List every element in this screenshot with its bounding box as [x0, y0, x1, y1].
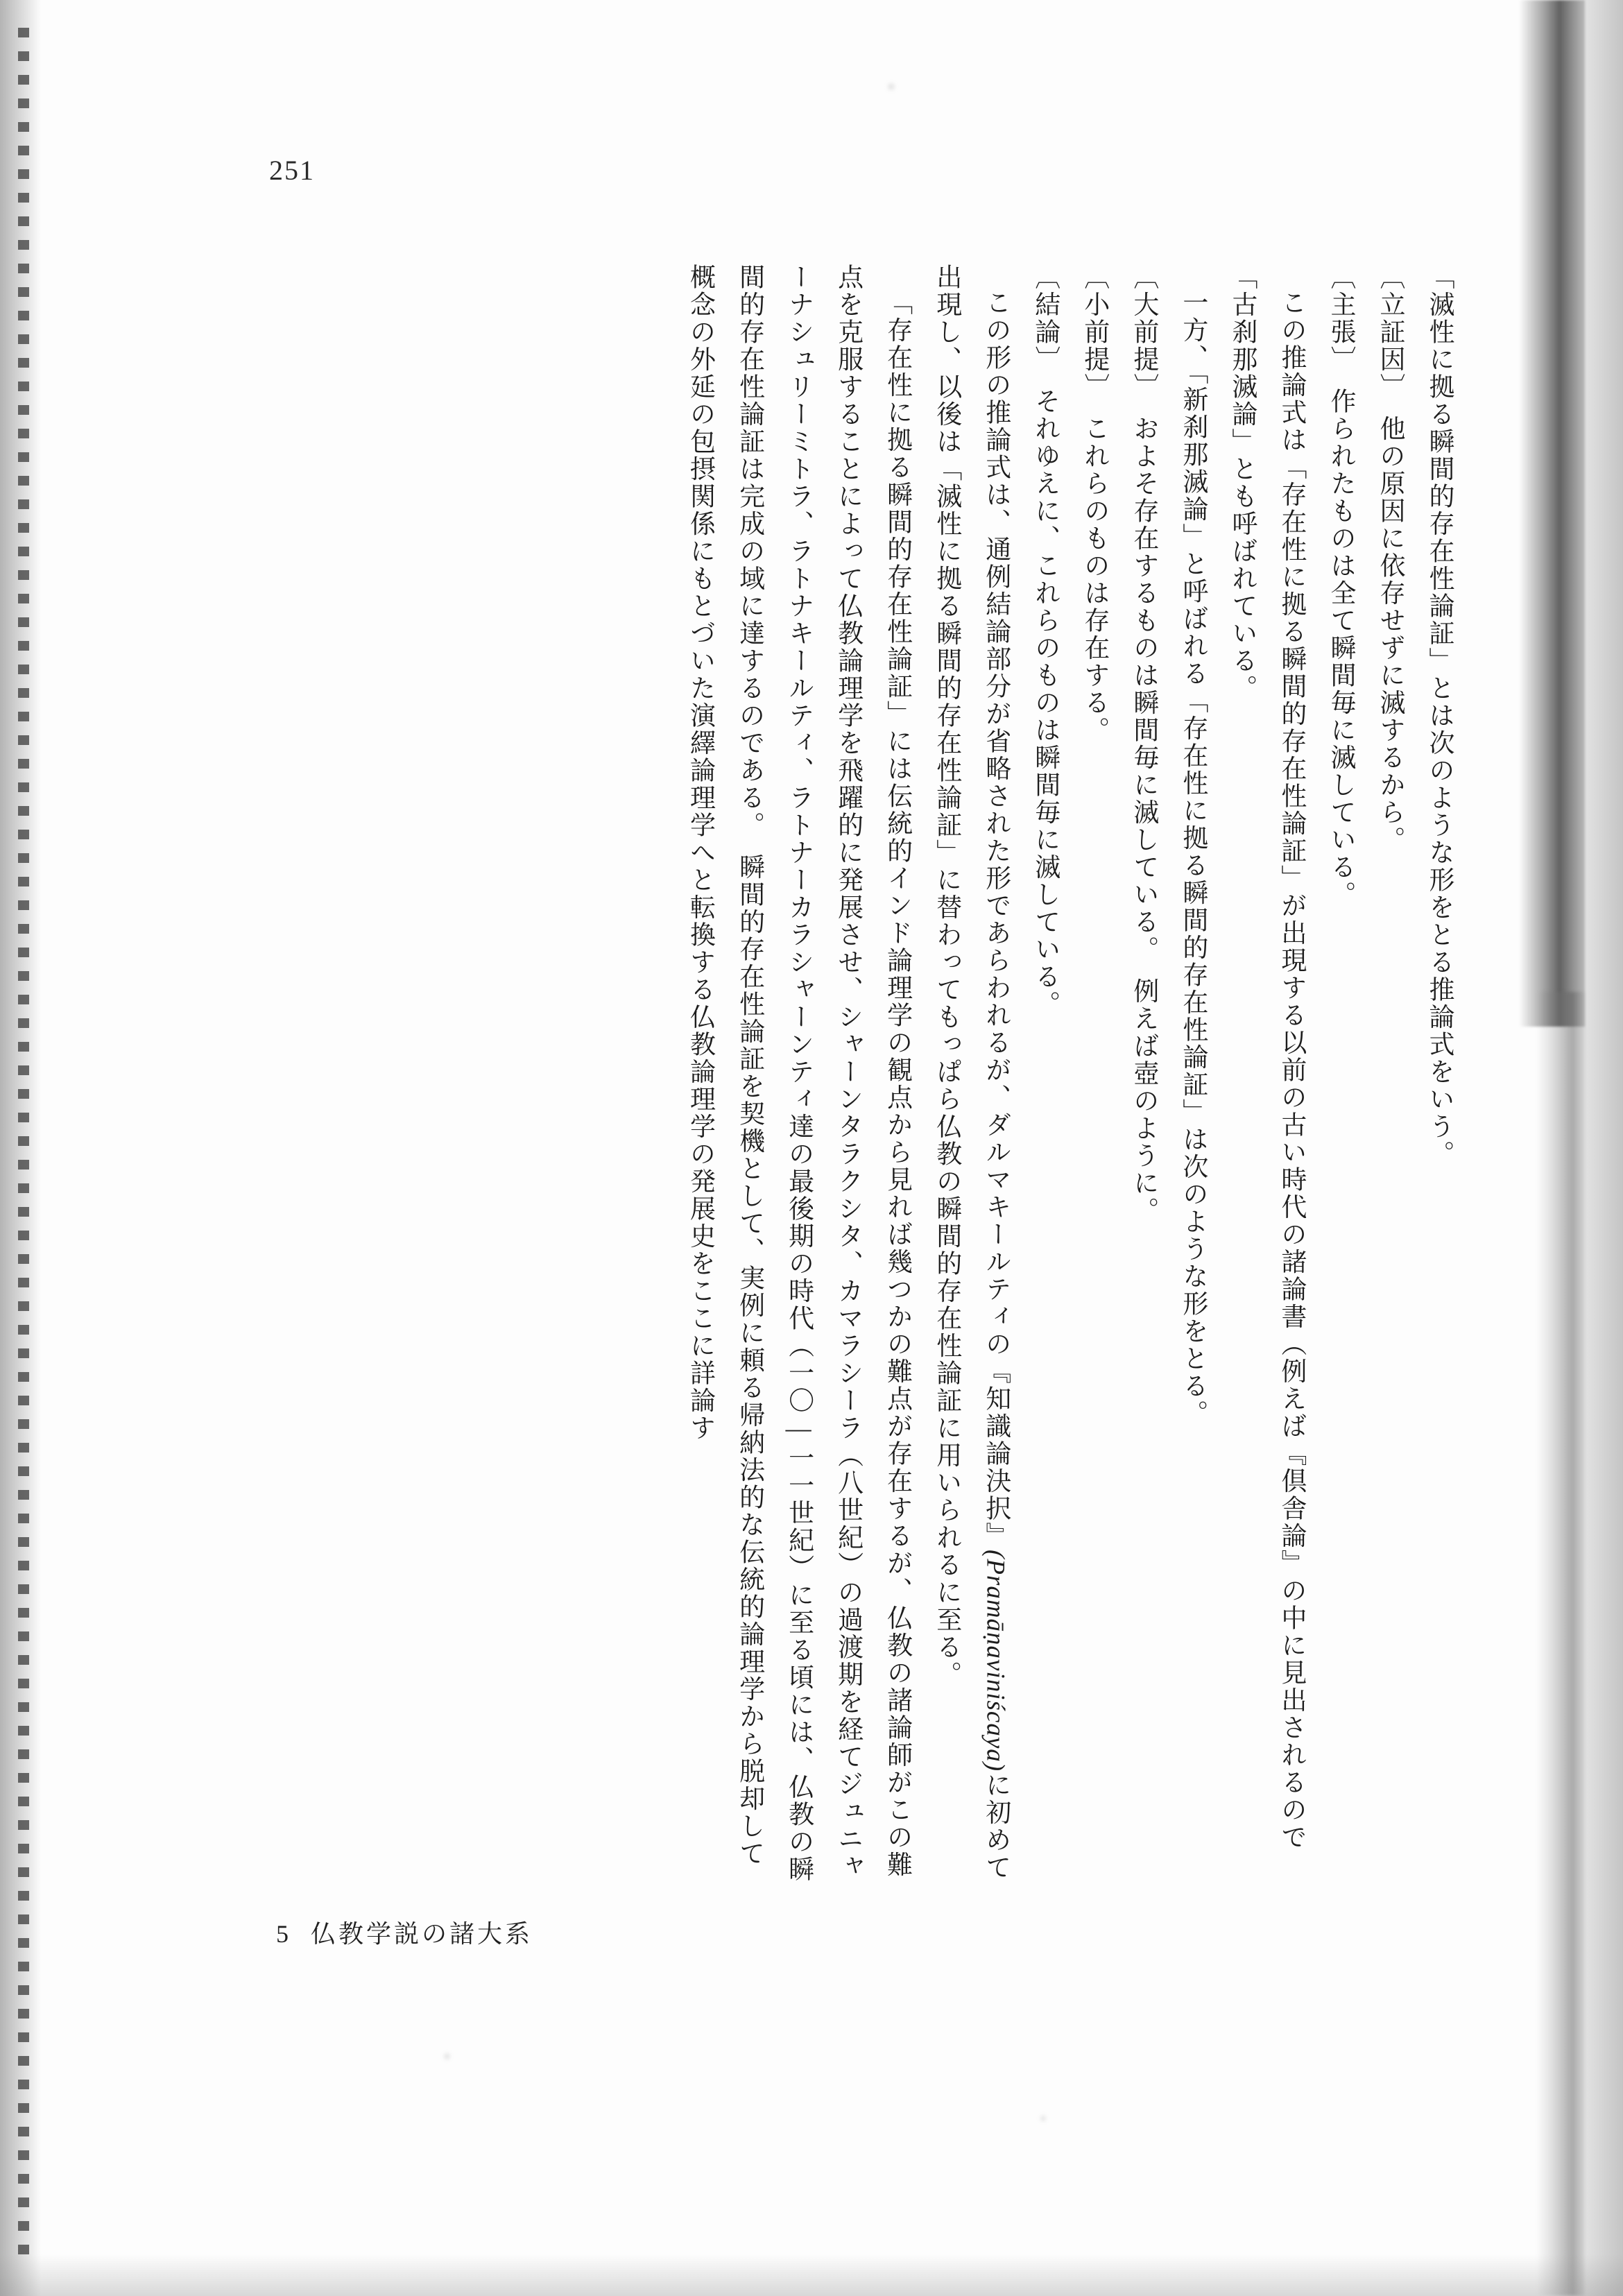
page-body-text: [201, 264, 1463, 1887]
argument-reason-line: 〔立証因〕 他の原因に依存せずに滅するから。: [1375, 264, 1404, 854]
scan-edge-shadow-left: [0, 0, 49, 2296]
text-after-sanskrit: に初めて出現し、以後は「滅性に拠る瞬間的存在性論証」に替わってもっぱら仏教の瞬間的存在性論証に用いられるに至る。: [931, 264, 1010, 1882]
sanskrit-title-transliteration: (Pramāṇaviniścaya): [981, 1550, 1010, 1772]
scan-edge-shadow-right: [1533, 0, 1623, 2296]
paragraph-pramanaviniscaya: [922, 264, 1020, 1887]
chapter-title: 仏教学説の諸大系: [311, 1920, 533, 1948]
argument-major-premise-line: 〔大前提〕 およそ存在するものは瞬間毎に滅している。 例えば壺のように。: [1128, 264, 1158, 1224]
argument-conclusion-line: 〔結論〕 それゆえに、これらのものは瞬間毎に滅している。: [1030, 264, 1059, 1018]
paragraph-development-history: 「存在性に拠る瞬間的存在性論証」には伝統的インド論理学の観点から見れば幾つかの難点が存在するが、仏教の諸論師がこの難点を克服することによって仏教論理学を飛躍的に発展させ、シャーンタラクシタ、カマラシーラ（八世紀）の過渡期を経てジュニャーナシュリーミトラ、ラトナキールティ、ラトナーカラシャーンティ達の最後期の時代（一〇―一一世紀）に至る頃には、仏教の瞬間的存在性論証は完成の域に達するのである。 瞬間的存在性論証を契機として、実例に頼る帰納法的な伝統的論理学から脱却して概念の外延の包摂関係にもとづいた演繹論理学へと転換する仏教論理学の発展史をここに詳論す: [685, 264, 911, 1883]
scan-gutter-shadow-upper: [1519, 0, 1585, 1027]
scan-speck: [444, 2053, 450, 2059]
scan-edge-shadow-bottom: [0, 2254, 1623, 2296]
page-number: 251: [269, 155, 315, 186]
paragraph-new-momentariness: 一方、「新刹那滅論」と呼ばれる「存在性に拠る瞬間的存在性論証」は次のような形をとる。: [1178, 289, 1207, 1428]
running-head: [276, 1914, 533, 1950]
text-before-sanskrit: この形の推論式は、通例結論部分が省略された形であらわれるが、ダルマキールティの『知識論決択』: [981, 289, 1010, 1550]
paragraph-opening: 「滅性に拠る瞬間的存在性論証」とは次のような形をとる推論式をいう。: [1425, 264, 1453, 1168]
scan-edge-marks: [18, 28, 29, 2268]
chapter-number: 5: [276, 1920, 291, 1948]
paragraph-old-momentariness: この推論式は「存在性に拠る瞬間的存在性論証」が出現する以前の古い時代の諸論書（例えば『倶舎論』の中に見出されるので「古刹那滅論」とも呼ばれている。: [1227, 264, 1305, 1851]
scan-gutter-shadow-lower: [1536, 992, 1585, 2296]
scan-speck: [1040, 2116, 1046, 2121]
argument-minor-premise-line: 〔小前提〕 これらのものは存在する。: [1079, 264, 1108, 744]
argument-thesis-line: 〔主張〕 作られたものは全て瞬間毎に滅している。: [1325, 264, 1355, 909]
scan-speck: [888, 83, 895, 90]
